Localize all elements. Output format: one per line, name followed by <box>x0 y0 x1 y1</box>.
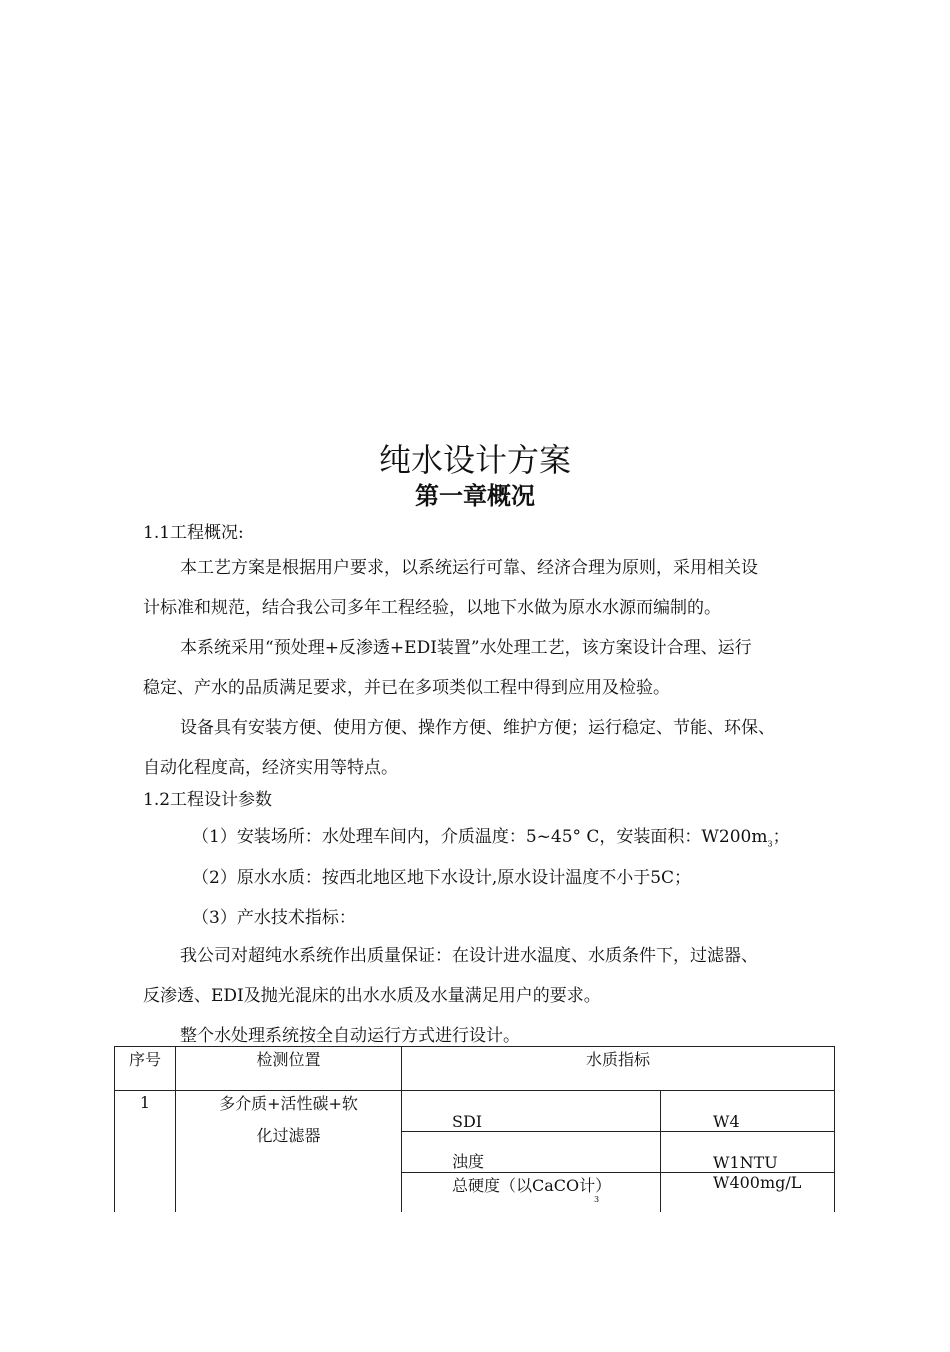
paragraph-3-line-1: 设备具有安装方便、使用方便、操作方便、维护方便；运行稳定、节能、环保、 <box>180 718 775 738</box>
indicator-name: 浊度 <box>402 1132 661 1173</box>
indicator-name-sub: 3 <box>594 1195 600 1204</box>
document-title: 纯水设计方案 <box>378 441 571 479</box>
param-item-2: （2）原水水质：按西北地区地下水设计,原水设计温度不小于5C； <box>192 868 692 888</box>
paragraph-4-line-2: 反渗透、EDI及抛光混床的出水水质及水量满足用户的要求。 <box>143 986 601 1006</box>
paragraph-2-line-2: 稳定、产水的品质满足要求，并已在多项类似工程中得到应用及检验。 <box>143 678 670 698</box>
param-item-1 <box>192 825 790 856</box>
param-item-1-tail: ； <box>772 827 790 847</box>
paragraph-5: 整个水处理系统按全自动运行方式进行设计。 <box>180 1026 520 1046</box>
page-bottom-area <box>0 1212 950 1352</box>
indicator-name: SDI <box>402 1091 661 1132</box>
indicator-value: W1NTU <box>661 1132 835 1173</box>
param-item-3: （3）产水技术指标： <box>192 908 356 928</box>
indicator-value: W4 <box>661 1091 835 1132</box>
param-item-1-sub: 3 <box>767 839 773 849</box>
paragraph-3-line-2: 自动化程度高，经济实用等特点。 <box>143 758 398 778</box>
table-header-row <box>115 1047 835 1091</box>
section-heading-1-2: 1.2工程设计参数 <box>143 790 273 810</box>
indicator-name <box>402 1173 661 1214</box>
paragraph-1-line-1: 本工艺方案是根据用户要求，以系统运行可靠、经济合理为原则，采用相关设 <box>180 558 758 578</box>
indicator-value: W400mg/L <box>661 1173 835 1214</box>
paragraph-2-line-1: 本系统采用“预处理+反渗透+EDI装置”水处理工艺，该方案设计合理、运行 <box>180 638 752 658</box>
indicator-name-text: 总硬度（以CaCO计） <box>452 1176 612 1195</box>
header-no: 序号 <box>115 1047 176 1091</box>
water-quality-table <box>114 1046 835 1214</box>
row-location-line-2: 化过滤器 <box>256 1126 321 1145</box>
paragraph-4-line-1: 我公司对超纯水系统作出质量保证：在设计进水温度、水质条件下，过滤器、 <box>180 946 758 966</box>
param-item-1-text: （1）安装场所：水处理车间内，介质温度：5~45° C，安装面积：W200m <box>192 827 768 847</box>
section-heading-1-1: 1.1工程概况: <box>143 523 244 543</box>
paragraph-1-line-2: 计标准和规范，结合我公司多年工程经验，以地下水做为原水水源而编制的。 <box>143 598 721 618</box>
chapter-heading: 第一章概况 <box>415 482 535 510</box>
header-location: 检测位置 <box>176 1047 402 1091</box>
row-location <box>176 1091 402 1214</box>
header-indicator: 水质指标 <box>402 1047 835 1091</box>
row-location-line-1: 多介质+活性碳+软 <box>219 1094 358 1113</box>
table-row <box>115 1091 835 1132</box>
row-number: 1 <box>115 1091 176 1214</box>
